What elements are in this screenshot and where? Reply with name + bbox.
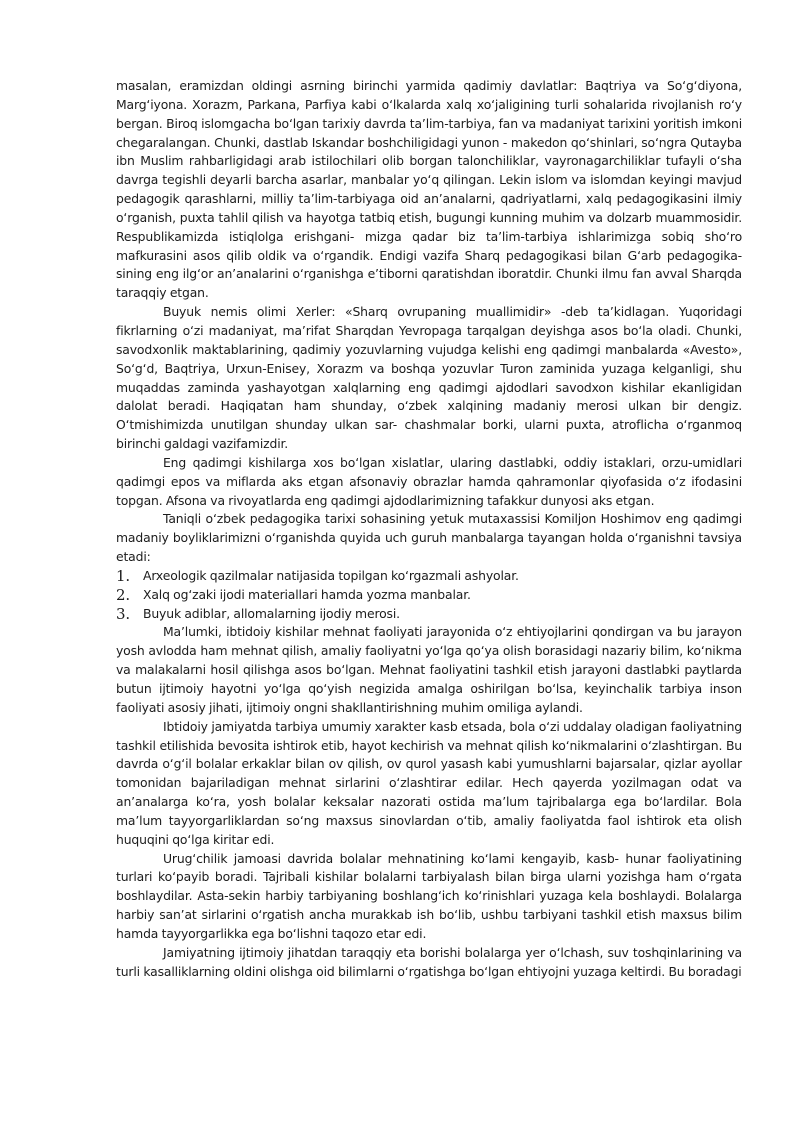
- paragraph-primitive-society: Ibtidoiy jamiyatda tarbiya umumiy xarakter kasb etsada, bola o‘zi uddalay oladigan faoliyatning tashkil etilishida bevosita ishtirok etib, hayot kechirish va mehnat qilish ko‘nikmalarini o‘zlashtirgan. Bu davrda o‘g‘il bolalar erkaklar bilan ov qilish, ov qurol yasash kabi yumushlarni bajarsalar, qizlar ayollar tomonidan bajariladigan mehnat sirlarini o‘zlashtirar edilar. Hech qayerda yozilmagan odat va an’analarga ko‘ra, yosh bolalar keksalar nazorati ostida ma’lum tajribalarga ega bo‘lardilar. Bola ma’lum tayyorgarliklardan so‘ng maxsus sinovlardan o‘tib, amaliy faoliyatda faol ishtirok eta olish huquqini qo‘lga kiritar edi.: [116, 718, 742, 847]
- paragraph-ancient-states: masalan, eramizdan oldingi asrning birinchi yarmida qadimiy davlatlar: Baqtriya va So‘g‘diyona, Marg‘iyona. Xorazm, Parkana, Parfiya kabi o‘lkalarda xalq xo‘jaligining turli sohalarida rivojlanish ro‘y bergan. Biroq islomgacha bo‘lgan tarixiy davrda ta’lim-tarbiya, fan va madaniyat tarixini yoritish imkoni chegaralangan. Chunki, dastlab Iskandar boshchiligidagi yunon - makedon qo‘shinlari, so‘ngra Qutayba ibn Muslim rahbarligidagi arab istilochilari olib borgan talonchiliklar, vayronagarchiliklar tufayli o‘sha davrga tegishli deyarli barcha asarlar, manbalar yo‘q qilingan. Lekin islom va islomdan keyingi mavjud pedagogik qarashlarni, milliy ta’lim-tarbiyaga oid an’analarni, qadriyatlarni, xalq pedagogikasini ilmiy o‘rganish, puxta tahlil qilish va hayotga tatbiq etish, bugungi kunning muhim va dolzarb muammosidir. Respublikamizda istiqlolga erishgani- mizga qadar biz ta’lim-tarbiya ishlarimizga sobiq sho‘ro mafkurasini asos qilib oldik va o‘rgandik. Endigi vazifa Sharq pedagogikasi bilan G‘arb pedagogika- sining eng ilg‘or an’analarini o‘rganishga e’tiborni qaratishdan iboratdir. Chunki ilmu fan avval Sharqda taraqqiy etgan.: [116, 78, 742, 301]
- paragraph-ancient-people: Eng qadimgi kishilarga xos bo‘lgan xislatlar, ularing dastlabki, oddiy istaklari, orzu-umidlari qadimgi epos va miflarda aks etgan afsonaviy obrazlar hamda qahramonlar qiyofasida o‘z ifodasini topgan. Afsona va rivoyatlarda eng qadimgi ajdodlarimizning tafakkur dunyosi aks etgan.: [116, 454, 742, 508]
- list-item-number: 2.: [116, 585, 131, 604]
- document-body: [116, 77, 742, 982]
- list-item: [116, 567, 742, 586]
- list-item-text: Arxeologik qazilmalar natijasida topilgan ko‘rgazmali ashyolar.: [143, 567, 519, 583]
- sources-list: [116, 567, 742, 624]
- list-item-text: Xalq og‘zaki ijodi materiallari hamda yozma manbalar.: [143, 586, 471, 602]
- list-item-number: 3.: [116, 604, 131, 623]
- paragraph-clan-community: Urug‘chilik jamoasi davrida bolalar mehnatining ko‘lami kengayib, kasb- hunar faoliyatining turlari ko‘payib boradi. Tajribali kishilar bolalarni tarbiyalash bilan birga ularni yozishga ham o‘rgata boshlaydilar. Asta-sekin harbiy tarbiyaning boshlang‘ich ko‘rinishlari yuzaga kela boshlaydi. Bolalarga harbiy san’at sirlarini o‘rgatish ancha murakkab ish bo‘lib, ushbu tarbiyani tashkil etish maxsus bilim hamda tayyorgarlikka ega bo‘lishni taqozo etar edi.: [116, 850, 742, 941]
- list-item: [116, 605, 742, 624]
- list-item-number: 1.: [116, 566, 131, 585]
- paragraph-herler-quote: Buyuk nemis olimi Xerler: «Sharq ovrupaning muallimidir» -deb ta’kidlagan. Yuqoridagi fikrlarning o‘zi madaniyat, ma’rifat Sharqdan Yevropaga tarqalgan deyishga asos bo‘la oladi. Chunki, savodxonlik maktablarining, qadimiy yozuvlarning vujudga kelishi eng qadimgi manbalarda «Avesto», So‘g‘d, Baqtriya, Urxun-Enisey, Xorazm va boshqa yozuvlar Turon zaminida yuzaga kelganligi, shu muqaddas zaminda yashayotgan xalqlarning eng qadimgi ajdodlari savodxon kishilar ekanligidan dalolat beradi. Haqiqatan ham shunday, o‘zbek xalqining madaniy merosi ulkan bir dengiz. O‘tmishimizda unutilgan shunday ulkan sar- chashmalar borki, ularni puxta, atroflicha o‘rganmoq birinchi galdagi vazifamizdir.: [116, 304, 742, 452]
- list-item-text: Buyuk adiblar, allomalarning ijodiy merosi.: [143, 605, 400, 621]
- list-item: [116, 586, 742, 605]
- paragraph-primitive-labor: Ma’lumki, ibtidoiy kishilar mehnat faoliyati jarayonida o‘z ehtiyojlarini qondirgan va bu jarayon yosh avlodda ham mehnat qilish, amaliy faoliyatni yo‘lga qo‘ya olish borasidagi nazariy bilim, ko‘nikma va malakalarni hosil qilishga asos bo‘lgan. Mehnat faoliyatini tashkil etish jarayoni dastlabki paytlarda butun ijtimoiy hayotni yo‘lga qo‘yish negizida amalga oshirilgan bo‘lsa, keyinchalik tarbiya inson faoliyati asosiy jihati, ijtimoiy ongni shakllantirishning muhim omiliga aylandi.: [116, 624, 742, 715]
- paragraph-social-progress: Jamiyatning ijtimoiy jihatdan taraqqiy eta borishi bolalarga yer o‘lchash, suv toshqinlarining va turli kasalliklarning oldini olishga oid bilimlarni o‘rgatishga bo‘lgan ehtiyojni yuzaga keltirdi. Bu boradagi: [116, 944, 742, 979]
- paragraph-hoshimov: Taniqli o‘zbek pedagogika tarixi sohasining yetuk mutaxassisi Komiljon Hoshimov eng qadimgi madaniy boyliklarimizni o‘rganishda quyida uch guruh manbalarga tayangan holda o‘rganishni tavsiya etadi:: [116, 511, 742, 565]
